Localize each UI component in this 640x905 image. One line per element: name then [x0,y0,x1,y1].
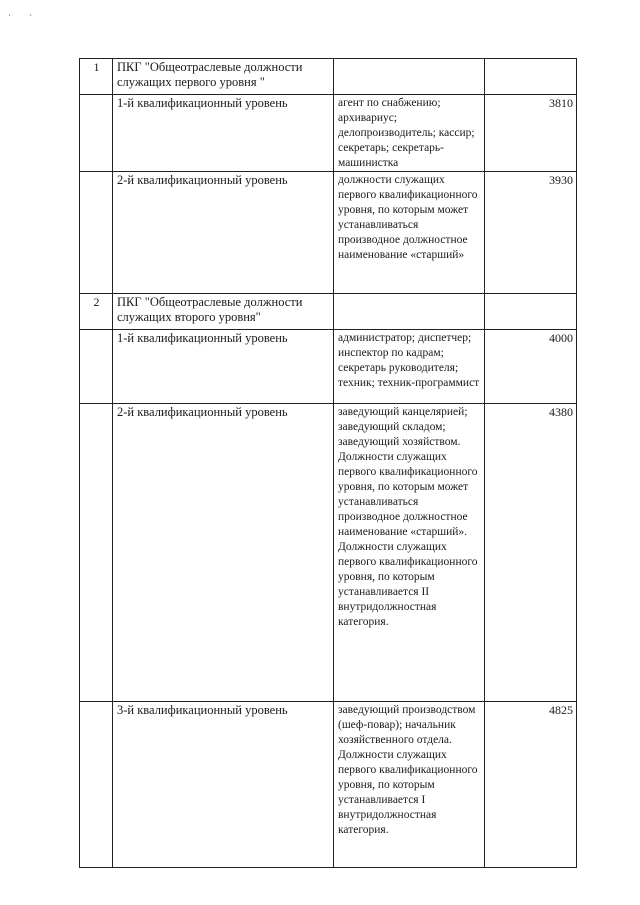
level-label: 2-й квалификационный уровень [113,172,334,294]
level-salary: 4825 [485,702,577,868]
scan-specks: · · [8,10,41,20]
level-positions: заведующий производством (шеф-повар); начальник хозяйственного отдела. Должности служащих первого квалификационного уровня, по которым устанавливается I внутридолжностная категория. [334,702,485,868]
level-positions: должности служащих первого квалификационного уровня, по которым может устанавливаться производное должностное наименование «старший» [334,172,485,294]
level-label: 2-й квалификационный уровень [113,404,334,702]
empty-cell [80,172,113,294]
level-label: 1-й квалификационный уровень [113,95,334,172]
empty-cell [334,59,485,95]
salary-table [79,58,577,868]
level-positions: агент по снабжению; архивариус; делопроизводитель; кассир; секретарь; секретарь-машинистка [334,95,485,172]
group-row [80,59,577,95]
empty-cell [80,330,113,404]
level-row [80,404,577,702]
level-positions: администратор; диспетчер; инспектор по кадрам; секретарь руководителя; техник; техник-программист [334,330,485,404]
level-label: 1-й квалификационный уровень [113,330,334,404]
level-salary: 4000 [485,330,577,404]
level-salary: 3930 [485,172,577,294]
level-positions: заведующий канцелярией; заведующий складом; заведующий хозяйством. Должности служащих первого квалификационного уровня, по которым может устанавливаться производное должностное наименование «старший». Должности служащих первого квалификационного уровня, по которым устанавливается II внутридолжностная категория. [334,404,485,702]
empty-cell [80,404,113,702]
level-label: 3-й квалификационный уровень [113,702,334,868]
level-salary: 4380 [485,404,577,702]
level-row [80,330,577,404]
level-row [80,172,577,294]
group-number: 1 [80,59,113,95]
group-number: 2 [80,294,113,330]
empty-cell [485,59,577,95]
group-row [80,294,577,330]
level-row [80,702,577,868]
level-salary: 3810 [485,95,577,172]
empty-cell [80,95,113,172]
group-title: ПКГ "Общеотраслевые должности служащих первого уровня " [113,59,334,95]
empty-cell [80,702,113,868]
empty-cell [334,294,485,330]
empty-cell [485,294,577,330]
group-title: ПКГ "Общеотраслевые должности служащих второго уровня" [113,294,334,330]
level-row [80,95,577,172]
